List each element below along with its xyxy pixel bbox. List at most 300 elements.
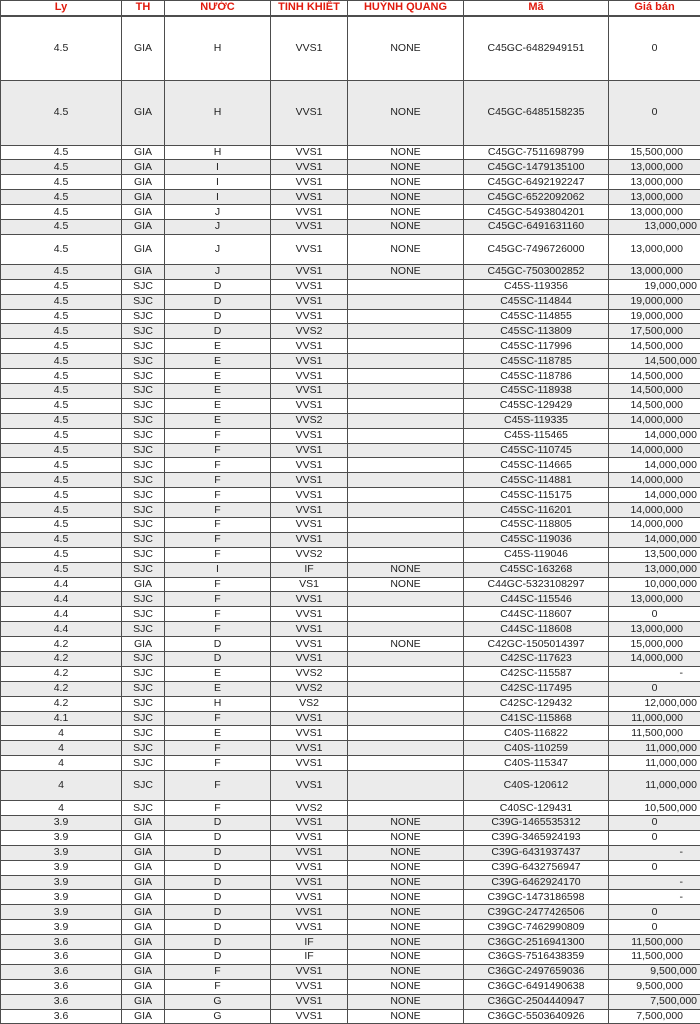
column-header-nuoc: NƯỚC — [165, 1, 271, 17]
cell-th: SJC — [122, 592, 165, 607]
cell-nuoc: J — [165, 219, 271, 234]
cell-th: GIA — [122, 979, 165, 994]
table-row — [1, 264, 700, 279]
table-row — [1, 398, 700, 413]
table-row — [1, 920, 700, 935]
cell-gia-ban: - — [609, 845, 700, 860]
cell-nuoc: F — [165, 801, 271, 816]
cell-th: SJC — [122, 666, 165, 681]
table-row — [1, 741, 700, 756]
cell-huynh-quang: NONE — [348, 935, 464, 950]
cell-gia-ban: 11,500,000 — [609, 935, 700, 950]
table-row — [1, 324, 700, 339]
cell-nuoc: F — [165, 547, 271, 562]
cell-th: GIA — [122, 830, 165, 845]
cell-th: GIA — [122, 816, 165, 831]
cell-huynh-quang — [348, 532, 464, 547]
cell-gia-ban: 14,500,000 — [609, 369, 700, 384]
cell-gia-ban: 7,500,000 — [609, 994, 700, 1009]
cell-th: SJC — [122, 711, 165, 726]
cell-gia-ban: 0 — [609, 905, 700, 920]
table-row — [1, 443, 700, 458]
cell-tinh-khiet: VVS1 — [271, 920, 348, 935]
cell-nuoc: F — [165, 458, 271, 473]
cell-gia-ban: 0 — [609, 830, 700, 845]
table-row — [1, 652, 700, 667]
cell-tinh-khiet: VVS1 — [271, 994, 348, 1009]
cell-tinh-khiet: VVS1 — [271, 190, 348, 205]
cell-th: SJC — [122, 562, 165, 577]
cell-gia-ban: 14,000,000 — [609, 517, 700, 532]
cell-th: SJC — [122, 473, 165, 488]
cell-tinh-khiet: VVS1 — [271, 964, 348, 979]
cell-ma: C45S-119335 — [464, 413, 609, 428]
cell-ly: 4 — [1, 771, 122, 801]
cell-th: SJC — [122, 726, 165, 741]
table-row — [1, 383, 700, 398]
cell-ly: 4.5 — [1, 264, 122, 279]
cell-th: GIA — [122, 905, 165, 920]
cell-gia-ban: 0 — [609, 920, 700, 935]
cell-tinh-khiet: VVS1 — [271, 890, 348, 905]
cell-tinh-khiet: VVS2 — [271, 681, 348, 696]
cell-nuoc: F — [165, 711, 271, 726]
cell-nuoc: H — [165, 696, 271, 711]
cell-ma: C45GC-7496726000 — [464, 234, 609, 264]
table-row — [1, 354, 700, 369]
cell-tinh-khiet: VVS1 — [271, 592, 348, 607]
cell-huynh-quang: NONE — [348, 16, 464, 81]
cell-huynh-quang: NONE — [348, 577, 464, 592]
cell-th: SJC — [122, 652, 165, 667]
cell-tinh-khiet: VVS1 — [271, 145, 348, 160]
cell-tinh-khiet: VVS1 — [271, 622, 348, 637]
table-row — [1, 726, 700, 741]
cell-nuoc: I — [165, 175, 271, 190]
cell-tinh-khiet: VVS1 — [271, 845, 348, 860]
column-header-huynh-quang: HUỲNH QUANG — [348, 1, 464, 17]
cell-ly: 3.6 — [1, 964, 122, 979]
cell-huynh-quang: NONE — [348, 816, 464, 831]
cell-huynh-quang — [348, 592, 464, 607]
cell-gia-ban: 13,000,000 — [609, 219, 700, 234]
cell-th: SJC — [122, 801, 165, 816]
table-row — [1, 711, 700, 726]
table-row — [1, 205, 700, 220]
cell-huynh-quang — [348, 607, 464, 622]
cell-ma: C40S-116822 — [464, 726, 609, 741]
cell-huynh-quang: NONE — [348, 562, 464, 577]
cell-th: GIA — [122, 920, 165, 935]
cell-nuoc: E — [165, 666, 271, 681]
cell-ly: 4 — [1, 801, 122, 816]
cell-gia-ban: 13,000,000 — [609, 205, 700, 220]
cell-ma: C42SC-115587 — [464, 666, 609, 681]
cell-huynh-quang: NONE — [348, 905, 464, 920]
cell-ly: 4 — [1, 741, 122, 756]
cell-nuoc: D — [165, 935, 271, 950]
cell-th: SJC — [122, 532, 165, 547]
column-header-gia-ban: Giá bán — [609, 1, 700, 17]
cell-th: GIA — [122, 160, 165, 175]
cell-th: SJC — [122, 488, 165, 503]
cell-gia-ban: 15,000,000 — [609, 637, 700, 652]
cell-gia-ban: 13,000,000 — [609, 175, 700, 190]
cell-huynh-quang: NONE — [348, 234, 464, 264]
cell-huynh-quang: NONE — [348, 175, 464, 190]
cell-ma: C45GC-6492192247 — [464, 175, 609, 190]
cell-huynh-quang — [348, 488, 464, 503]
cell-huynh-quang — [348, 801, 464, 816]
cell-th: GIA — [122, 845, 165, 860]
cell-ma: C36GC-2497659036 — [464, 964, 609, 979]
cell-huynh-quang: NONE — [348, 81, 464, 146]
cell-tinh-khiet: VVS1 — [271, 875, 348, 890]
cell-huynh-quang — [348, 771, 464, 801]
table-row — [1, 577, 700, 592]
table-row — [1, 458, 700, 473]
cell-tinh-khiet: VVS2 — [271, 413, 348, 428]
cell-ly: 4.5 — [1, 413, 122, 428]
cell-nuoc: D — [165, 920, 271, 935]
cell-ly: 4.4 — [1, 577, 122, 592]
cell-ma: C45SC-117996 — [464, 339, 609, 354]
cell-ly: 3.9 — [1, 875, 122, 890]
cell-ly: 3.9 — [1, 890, 122, 905]
cell-tinh-khiet: VVS1 — [271, 488, 348, 503]
cell-ma: C45S-119046 — [464, 547, 609, 562]
table-row — [1, 309, 700, 324]
cell-th: GIA — [122, 16, 165, 81]
table-row — [1, 1009, 700, 1024]
cell-th: SJC — [122, 279, 165, 294]
cell-nuoc: H — [165, 145, 271, 160]
cell-gia-ban: 11,000,000 — [609, 756, 700, 771]
cell-nuoc: D — [165, 860, 271, 875]
cell-gia-ban: 13,000,000 — [609, 190, 700, 205]
cell-gia-ban: 11,000,000 — [609, 711, 700, 726]
cell-ma: C36GS-7516438359 — [464, 950, 609, 965]
cell-ma: C40SC-129431 — [464, 801, 609, 816]
table-row — [1, 547, 700, 562]
cell-tinh-khiet: VVS1 — [271, 398, 348, 413]
cell-ma: C42SC-129432 — [464, 696, 609, 711]
table-row — [1, 279, 700, 294]
cell-huynh-quang: NONE — [348, 219, 464, 234]
cell-gia-ban: 9,500,000 — [609, 964, 700, 979]
cell-tinh-khiet: VS2 — [271, 696, 348, 711]
cell-ma: C36GC-2504440947 — [464, 994, 609, 1009]
cell-th: SJC — [122, 443, 165, 458]
cell-ma: C42SC-117495 — [464, 681, 609, 696]
cell-nuoc: F — [165, 428, 271, 443]
cell-th: GIA — [122, 175, 165, 190]
cell-nuoc: F — [165, 607, 271, 622]
cell-nuoc: I — [165, 190, 271, 205]
cell-huynh-quang — [348, 369, 464, 384]
cell-tinh-khiet: IF — [271, 950, 348, 965]
cell-th: GIA — [122, 219, 165, 234]
cell-nuoc: E — [165, 726, 271, 741]
cell-tinh-khiet: VVS1 — [271, 607, 348, 622]
cell-huynh-quang: NONE — [348, 205, 464, 220]
table-row — [1, 801, 700, 816]
table-row — [1, 517, 700, 532]
cell-ma: C44GC-5323108297 — [464, 577, 609, 592]
cell-ma: C45SC-114844 — [464, 294, 609, 309]
cell-ly: 4 — [1, 756, 122, 771]
cell-nuoc: D — [165, 950, 271, 965]
cell-th: GIA — [122, 577, 165, 592]
cell-nuoc: E — [165, 398, 271, 413]
cell-nuoc: F — [165, 577, 271, 592]
cell-huynh-quang: NONE — [348, 920, 464, 935]
cell-ma: C39G-1465535312 — [464, 816, 609, 831]
table-row — [1, 964, 700, 979]
cell-huynh-quang: NONE — [348, 145, 464, 160]
cell-gia-ban: 14,000,000 — [609, 413, 700, 428]
cell-th: SJC — [122, 503, 165, 518]
cell-ma: C45SC-114665 — [464, 458, 609, 473]
cell-nuoc: F — [165, 741, 271, 756]
table-row — [1, 905, 700, 920]
cell-ly: 4.5 — [1, 428, 122, 443]
table-row — [1, 622, 700, 637]
cell-gia-ban: 13,000,000 — [609, 160, 700, 175]
cell-tinh-khiet: VVS1 — [271, 816, 348, 831]
cell-gia-ban: 14,000,000 — [609, 443, 700, 458]
cell-ma: C45GC-5493804201 — [464, 205, 609, 220]
cell-nuoc: D — [165, 637, 271, 652]
cell-ly: 4.5 — [1, 443, 122, 458]
cell-tinh-khiet: VVS1 — [271, 16, 348, 81]
cell-nuoc: F — [165, 771, 271, 801]
cell-ly: 4.2 — [1, 637, 122, 652]
cell-th: GIA — [122, 890, 165, 905]
cell-nuoc: E — [165, 369, 271, 384]
table-row — [1, 339, 700, 354]
cell-huynh-quang: NONE — [348, 860, 464, 875]
cell-ly: 3.9 — [1, 920, 122, 935]
table-row — [1, 830, 700, 845]
cell-ma: C45GC-6482949151 — [464, 16, 609, 81]
cell-ly: 4.4 — [1, 592, 122, 607]
table-row — [1, 473, 700, 488]
cell-huynh-quang — [348, 547, 464, 562]
cell-ly: 4.5 — [1, 562, 122, 577]
cell-ma: C36GC-6491490638 — [464, 979, 609, 994]
cell-huynh-quang — [348, 711, 464, 726]
cell-th: GIA — [122, 875, 165, 890]
cell-huynh-quang — [348, 309, 464, 324]
cell-gia-ban: 14,000,000 — [609, 428, 700, 443]
table-row — [1, 979, 700, 994]
cell-gia-ban: 0 — [609, 16, 700, 81]
cell-huynh-quang — [348, 398, 464, 413]
cell-ly: 3.6 — [1, 1009, 122, 1024]
cell-ma: C45GC-1479135100 — [464, 160, 609, 175]
cell-ly: 4.5 — [1, 175, 122, 190]
cell-tinh-khiet: VVS1 — [271, 979, 348, 994]
cell-th: GIA — [122, 205, 165, 220]
table-row — [1, 219, 700, 234]
cell-gia-ban: 19,000,000 — [609, 309, 700, 324]
cell-ma: C45SC-113809 — [464, 324, 609, 339]
cell-th: SJC — [122, 354, 165, 369]
cell-nuoc: D — [165, 830, 271, 845]
cell-ma: C45GC-6522092062 — [464, 190, 609, 205]
cell-th: SJC — [122, 607, 165, 622]
cell-th: GIA — [122, 234, 165, 264]
cell-gia-ban: 0 — [609, 607, 700, 622]
cell-nuoc: G — [165, 994, 271, 1009]
cell-ly: 3.6 — [1, 979, 122, 994]
cell-ly: 4.4 — [1, 622, 122, 637]
cell-nuoc: E — [165, 681, 271, 696]
cell-gia-ban: 12,000,000 — [609, 696, 700, 711]
cell-ma: C45GC-7511698799 — [464, 145, 609, 160]
cell-huynh-quang — [348, 443, 464, 458]
cell-huynh-quang — [348, 324, 464, 339]
cell-ma: C45GC-7503002852 — [464, 264, 609, 279]
cell-gia-ban: 11,500,000 — [609, 950, 700, 965]
cell-th: SJC — [122, 294, 165, 309]
table-row — [1, 413, 700, 428]
header-row — [1, 1, 700, 17]
cell-th: SJC — [122, 696, 165, 711]
cell-huynh-quang: NONE — [348, 637, 464, 652]
cell-tinh-khiet: VVS1 — [271, 860, 348, 875]
cell-nuoc: F — [165, 592, 271, 607]
cell-tinh-khiet: VS1 — [271, 577, 348, 592]
cell-nuoc: I — [165, 160, 271, 175]
cell-ly: 4.5 — [1, 532, 122, 547]
cell-tinh-khiet: VVS1 — [271, 383, 348, 398]
cell-ly: 3.9 — [1, 816, 122, 831]
cell-nuoc: F — [165, 473, 271, 488]
cell-ma: C40S-120612 — [464, 771, 609, 801]
cell-huynh-quang: NONE — [348, 845, 464, 860]
cell-ma: C45SC-163268 — [464, 562, 609, 577]
table-row — [1, 81, 700, 146]
cell-ly: 3.9 — [1, 830, 122, 845]
table-row — [1, 950, 700, 965]
table-row — [1, 935, 700, 950]
cell-tinh-khiet: VVS1 — [271, 81, 348, 146]
cell-tinh-khiet: VVS1 — [271, 532, 348, 547]
cell-th: SJC — [122, 413, 165, 428]
cell-ma: C45SC-129429 — [464, 398, 609, 413]
cell-tinh-khiet: VVS1 — [271, 637, 348, 652]
cell-nuoc: D — [165, 845, 271, 860]
cell-nuoc: D — [165, 309, 271, 324]
cell-nuoc: D — [165, 652, 271, 667]
cell-tinh-khiet: VVS2 — [271, 666, 348, 681]
cell-tinh-khiet: VVS1 — [271, 830, 348, 845]
cell-ly: 4.5 — [1, 503, 122, 518]
cell-nuoc: G — [165, 1009, 271, 1024]
cell-ly: 4.2 — [1, 696, 122, 711]
cell-gia-ban: 0 — [609, 816, 700, 831]
cell-ly: 4.5 — [1, 383, 122, 398]
cell-gia-ban: 14,000,000 — [609, 458, 700, 473]
cell-ly: 4.2 — [1, 666, 122, 681]
cell-nuoc: I — [165, 562, 271, 577]
cell-ma: C45SC-114855 — [464, 309, 609, 324]
cell-th: GIA — [122, 264, 165, 279]
table-row — [1, 562, 700, 577]
cell-th: GIA — [122, 190, 165, 205]
cell-huynh-quang — [348, 681, 464, 696]
cell-huynh-quang: NONE — [348, 830, 464, 845]
table-header — [1, 1, 700, 17]
cell-huynh-quang — [348, 652, 464, 667]
cell-ly: 3.9 — [1, 860, 122, 875]
cell-gia-ban: 13,000,000 — [609, 562, 700, 577]
cell-ly: 4 — [1, 726, 122, 741]
cell-th: SJC — [122, 383, 165, 398]
cell-gia-ban: 13,000,000 — [609, 622, 700, 637]
cell-huynh-quang: NONE — [348, 190, 464, 205]
cell-ly: 4.5 — [1, 354, 122, 369]
cell-gia-ban: 0 — [609, 81, 700, 146]
cell-ma: C45SC-118805 — [464, 517, 609, 532]
cell-gia-ban: 17,500,000 — [609, 324, 700, 339]
cell-tinh-khiet: VVS1 — [271, 160, 348, 175]
cell-tinh-khiet: VVS1 — [271, 264, 348, 279]
cell-gia-ban: 9,500,000 — [609, 979, 700, 994]
cell-ly: 4.5 — [1, 339, 122, 354]
cell-gia-ban: 14,500,000 — [609, 398, 700, 413]
cell-ma: C39GC-1473186598 — [464, 890, 609, 905]
cell-ma: C45SC-118938 — [464, 383, 609, 398]
table-row — [1, 875, 700, 890]
cell-tinh-khiet: VVS1 — [271, 443, 348, 458]
table-row — [1, 771, 700, 801]
cell-ma: C44SC-115546 — [464, 592, 609, 607]
table-row — [1, 637, 700, 652]
cell-th: SJC — [122, 517, 165, 532]
cell-nuoc: H — [165, 16, 271, 81]
cell-tinh-khiet: VVS1 — [271, 771, 348, 801]
cell-ma: C45SC-110745 — [464, 443, 609, 458]
cell-th: SJC — [122, 681, 165, 696]
cell-th: SJC — [122, 428, 165, 443]
cell-th: SJC — [122, 398, 165, 413]
table-row — [1, 488, 700, 503]
cell-ly: 3.6 — [1, 994, 122, 1009]
cell-ma: C41SC-115868 — [464, 711, 609, 726]
cell-ma: C39GC-7462990809 — [464, 920, 609, 935]
cell-tinh-khiet: VVS1 — [271, 339, 348, 354]
cell-huynh-quang — [348, 413, 464, 428]
cell-huynh-quang — [348, 696, 464, 711]
cell-huynh-quang: NONE — [348, 979, 464, 994]
cell-tinh-khiet: VVS1 — [271, 205, 348, 220]
cell-tinh-khiet: VVS2 — [271, 801, 348, 816]
table-row — [1, 756, 700, 771]
cell-huynh-quang — [348, 756, 464, 771]
cell-ly: 4.5 — [1, 458, 122, 473]
cell-ma: C39GC-2477426506 — [464, 905, 609, 920]
cell-th: SJC — [122, 741, 165, 756]
cell-gia-ban: 19,000,000 — [609, 279, 700, 294]
cell-ly: 4.5 — [1, 234, 122, 264]
cell-huynh-quang: NONE — [348, 875, 464, 890]
cell-huynh-quang — [348, 458, 464, 473]
table-row — [1, 190, 700, 205]
table-row — [1, 681, 700, 696]
